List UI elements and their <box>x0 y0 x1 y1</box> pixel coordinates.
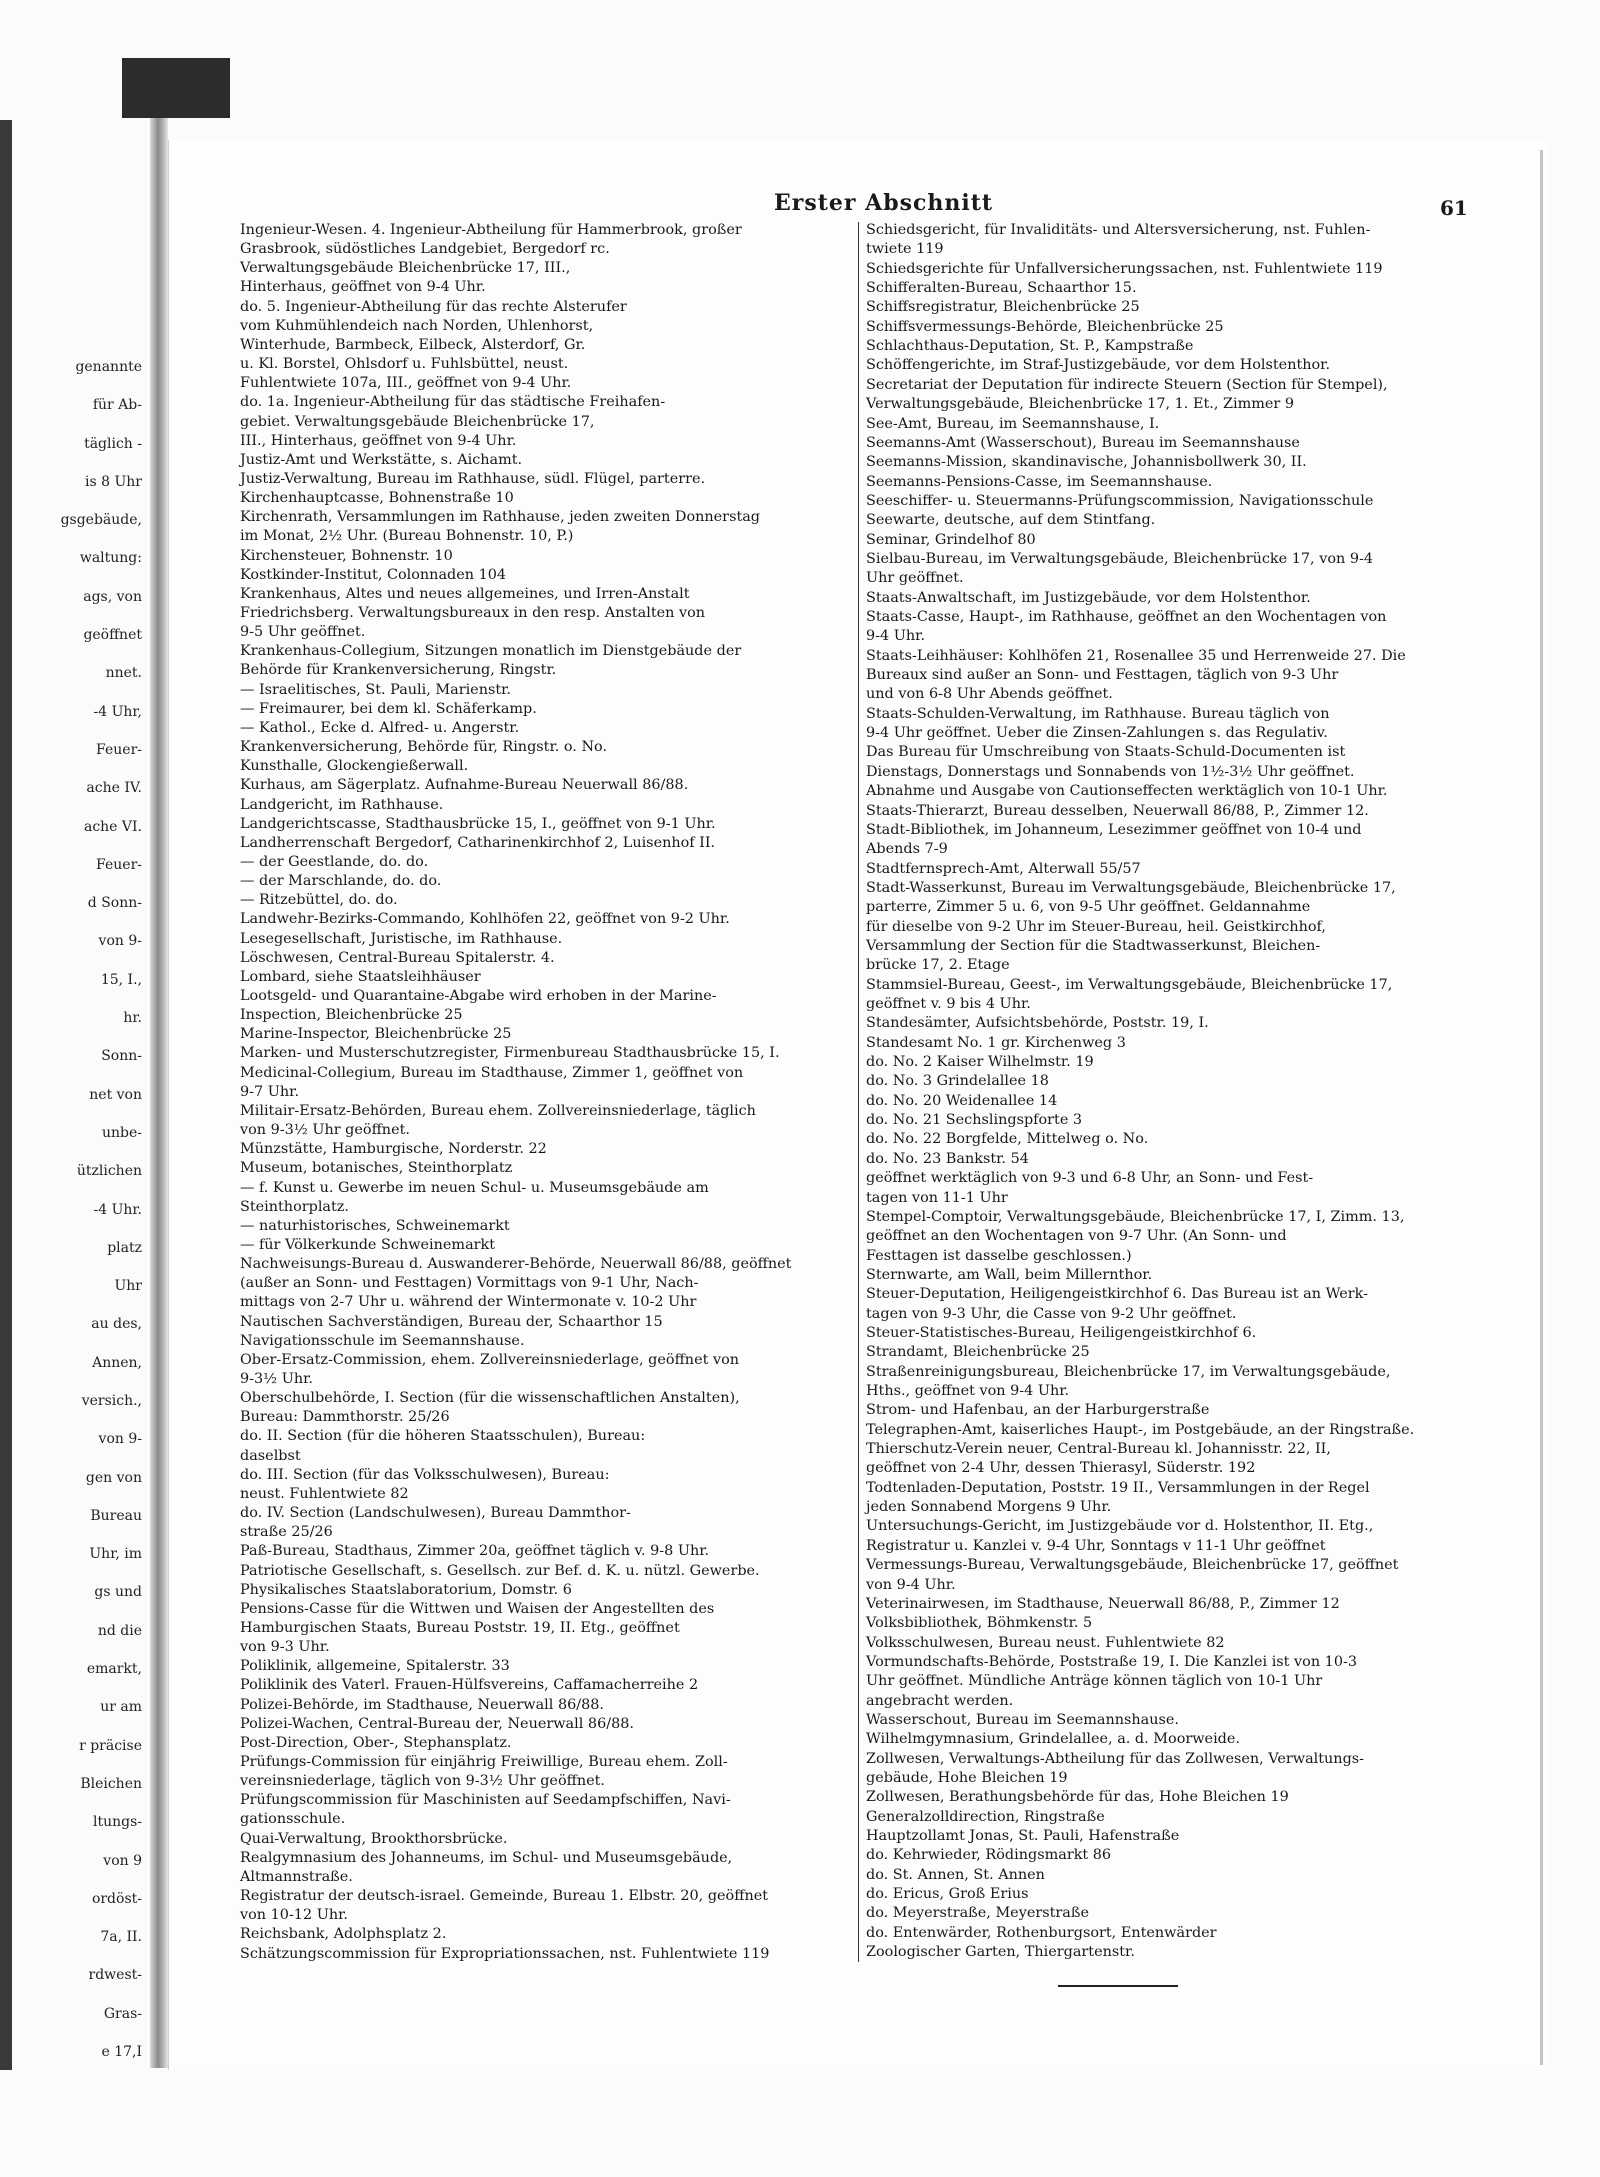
directory-entry-line: Sielbau-Bureau, im Verwaltungsgebäude, Bleichenbrücke 17, von 9-4 <box>866 550 1374 567</box>
directory-entry-line: von 9-3½ Uhr geöffnet. <box>240 1122 410 1139</box>
directory-entry-line: Telegraphen-Amt, kaiserliches Haupt-, im Postgebäude, an der Ringstraße. <box>866 1421 1415 1438</box>
previous-page-line: geöffnet <box>83 627 142 644</box>
directory-entry-line: Medicinal-Collegium, Bureau im Stadthause, Zimmer 1, geöffnet von <box>240 1064 744 1081</box>
directory-entry-line: — Ritzebüttel, do. do. <box>240 892 398 909</box>
directory-entry-line: Seemanns-Pensions-Casse, im Seemannshause. <box>866 473 1213 490</box>
directory-entry-line: Todtenladen-Deputation, Poststr. 19 II., Versammlungen in der Regel <box>866 1479 1370 1496</box>
directory-entry-line: Strandamt, Bleichenbrücke 25 <box>866 1344 1090 1361</box>
binding-bar <box>122 58 230 118</box>
directory-entry-line: Kirchenrath, Versammlungen im Rathhause, jeden zweiten Donnerstag <box>240 509 761 526</box>
directory-entry-line: do. II. Section (für die höheren Staatsschulen), Bureau: <box>240 1428 646 1445</box>
directory-entry-line: — der Geestlande, do. do. <box>240 853 429 870</box>
directory-entry-line: Volksschulwesen, Bureau neust. Fuhlentwiete 82 <box>866 1634 1225 1651</box>
directory-entry-line: Realgymnasium des Johanneums, im Schul- und Museumsgebäude, <box>240 1849 733 1866</box>
directory-entry-line: III., Hinterhaus, geöffnet von 9-4 Uhr. <box>240 432 517 449</box>
directory-entry-line: geöffnet werktäglich von 9-3 und 6-8 Uhr, an Sonn- und Fest- <box>866 1170 1314 1187</box>
directory-entry-line: (außer an Sonn- und Festtagen) Vormittags von 9-1 Uhr, Nach- <box>240 1275 699 1292</box>
directory-entry-line: gationsschule. <box>240 1811 346 1828</box>
previous-page-line: Gras- <box>103 2005 142 2022</box>
directory-entry-line: do. St. Annen, St. Annen <box>866 1866 1045 1883</box>
directory-entry-line: von 9-4 Uhr. <box>866 1576 956 1593</box>
directory-entry-line: Marken- und Musterschutzregister, Firmenbureau Stadthausbrücke 15, I. <box>240 1045 780 1062</box>
directory-entry-line: Secretariat der Deputation für indirecte Steuern (Section für Stempel), <box>866 376 1388 393</box>
directory-entry-line: Stadtfernsprech-Amt, Alterwall 55/57 <box>866 860 1141 877</box>
directory-entry-line: Paß-Bureau, Stadthaus, Zimmer 20a, geöffnet täglich v. 9-8 Uhr. <box>240 1543 710 1560</box>
directory-entry-line: Verwaltungsgebäude Bleichenbrücke 17, III., <box>240 260 571 277</box>
directory-entry-line: Reichsbank, Adolphsplatz 2. <box>240 1926 447 1943</box>
directory-entry-line: Kirchensteuer, Bohnenstr. 10 <box>240 547 453 564</box>
page-edge <box>1540 150 1543 2065</box>
directory-entry-line: von 10-12 Uhr. <box>240 1907 348 1924</box>
directory-entry-line: Physikalisches Staatslaboratorium, Domstr. 6 <box>240 1581 572 1598</box>
directory-entry-line: — Freimaurer, bei dem kl. Schäferkamp. <box>240 700 537 717</box>
directory-entry-line: Steinthorplatz. <box>240 1198 349 1215</box>
directory-entry-line: Kostkinder-Institut, Colonnaden 104 <box>240 566 507 583</box>
directory-entry-line: Schätzungscommission für Expropriationssachen, nst. Fuhlentwiete 119 <box>240 1945 770 1962</box>
previous-page-line: für Ab- <box>92 397 142 414</box>
directory-entry-line: do. III. Section (für das Volksschulwesen), Bureau: <box>240 1466 610 1483</box>
previous-page-line: 15, I., <box>100 971 142 988</box>
directory-entry-line: u. Kl. Borstel, Ohlsdorf u. Fuhlsbüttel, neust. <box>240 356 569 373</box>
directory-entry-line: Marine-Inspector, Bleichenbrücke 25 <box>240 1026 512 1043</box>
directory-entry-line: Prüfungs-Commission für einjährig Freiwillige, Bureau ehem. Zoll- <box>240 1754 728 1770</box>
directory-entry-line: Schifferalten-Bureau, Schaarthor 15. <box>866 280 1137 297</box>
directory-entry-line: Bureau: Dammthorstr. 25/26 <box>240 1409 450 1426</box>
directory-entry-line: gebäude, Hohe Bleichen 19 <box>866 1770 1068 1786</box>
previous-page-line: rdwest- <box>88 1967 142 1984</box>
directory-entry-line: geöffnet von 2-4 Uhr, dessen Thierasyl, Süderstr. 192 <box>866 1460 1256 1477</box>
running-head: Erster Abschnitt <box>774 190 994 216</box>
previous-page-line: unbe- <box>101 1124 142 1141</box>
directory-entry-line: Post-Direction, Ober-, Stephansplatz. <box>240 1734 512 1751</box>
directory-entry-line: Staats-Leihhäuser: Kohlhöfen 21, Rosenallee 35 und Herrenweide 27. Die <box>866 647 1406 664</box>
previous-page-line: ags, von <box>83 588 142 605</box>
directory-entry-line: Fuhlentwiete 107a, III., geöffnet von 9-4 Uhr. <box>240 375 572 392</box>
directory-entry-line: Lombard, siehe Staatsleihhäuser <box>240 968 481 985</box>
directory-entry-line: Hauptzollamt Jonas, St. Pauli, Hafenstraße <box>866 1828 1180 1845</box>
previous-page-line: nnet. <box>105 665 142 682</box>
previous-page-line: emarkt, <box>86 1661 142 1678</box>
previous-page-line: au des, <box>91 1316 142 1333</box>
directory-entry-line: do. Ericus, Groß Erius <box>866 1886 1029 1903</box>
directory-entry-line: Strom- und Hafenbau, an der Harburgerstraße <box>866 1402 1210 1419</box>
directory-entry-line: Zoologischer Garten, Thiergartenstr. <box>866 1944 1135 1961</box>
directory-entry-line: Zollwesen, Berathungsbehörde für das, Hohe Bleichen 19 <box>866 1789 1289 1806</box>
directory-entry-line: Staats-Casse, Haupt-, im Rathhause, geöffnet an den Wochentagen von <box>866 609 1387 625</box>
directory-entry-line: jeden Sonnabend Morgens 9 Uhr. <box>866 1499 1112 1516</box>
directory-entry-line: do. Entenwärder, Rothenburgsort, Entenwärder <box>866 1924 1217 1941</box>
directory-entry-line: — Kathol., Ecke d. Alfred- u. Angerstr. <box>240 719 520 736</box>
directory-entry-line: do. No. 23 Bankstr. 54 <box>866 1150 1029 1167</box>
directory-entry-line: Verwaltungsgebäude, Bleichenbrücke 17, 1. Et., Zimmer 9 <box>866 396 1294 413</box>
directory-entry-line: do. 5. Ingenieur-Abtheilung für das rechte Alsterufer <box>240 298 627 315</box>
previous-page-line: Bureau <box>90 1507 142 1524</box>
directory-entry-line: Straßenreinigungsbureau, Bleichenbrücke 17, im Verwaltungsgebäude, <box>866 1363 1391 1380</box>
directory-entry-line: Veterinairwesen, im Stadthause, Neuerwall 86/88, P., Zimmer 12 <box>866 1595 1340 1612</box>
directory-entry-line: do. 1a. Ingenieur-Abtheilung für das städtische Freihafen- <box>240 394 666 411</box>
directory-entry-line: Grasbrook, südöstliches Landgebiet, Bergedorf rc. <box>240 241 610 258</box>
directory-entry-line: Registratur der deutsch-israel. Gemeinde, Bureau 1. Elbstr. 20, geöffnet <box>240 1888 769 1905</box>
directory-entry-line: Uhr geöffnet. <box>866 570 964 587</box>
previous-page-line: is 8 Uhr <box>85 473 142 490</box>
directory-entry-line: Lesegesellschaft, Juristische, im Rathhause. <box>240 930 563 947</box>
directory-entry-line: Landherrenschaft Bergedorf, Catharinenkirchhof 2, Luisenhof II. <box>240 834 716 851</box>
directory-entry-line: do. Kehrwieder, Rödingsmarkt 86 <box>866 1847 1112 1864</box>
directory-entry-line: Poliklinik des Vaterl. Frauen-Hülfsvereins, Caffamacherreihe 2 <box>240 1677 699 1694</box>
previous-page-line: r präcise <box>79 1737 142 1754</box>
directory-entry-line: Stadt-Bibliothek, im Johanneum, Lesezimmer geöffnet von 10-4 und <box>866 821 1362 838</box>
book-spine <box>150 118 168 2068</box>
directory-entry-line: do. No. 22 Borgfelde, Mittelweg o. No. <box>866 1131 1149 1148</box>
directory-entry-line: Behörde für Krankenversicherung, Ringstr. <box>240 662 557 679</box>
previous-page-line: ordöst- <box>91 1890 142 1907</box>
directory-entry-line: für dieselbe von 9-2 Uhr im Steuer-Bureau, heil. Geistkirchhof, <box>866 918 1326 935</box>
directory-entry-line: Staats-Schulden-Verwaltung, im Rathhause. Bureau täglich von <box>866 705 1330 722</box>
directory-entry-line: Thierschutz-Verein neuer, Central-Bureau kl. Johannisstr. 22, II, <box>866 1441 1331 1458</box>
directory-entry-line: Schlachthaus-Deputation, St. P., Kampstraße <box>866 338 1194 355</box>
directory-entry-line: Justiz-Amt und Werkstätte, s. Aichamt. <box>240 451 523 468</box>
directory-entry-line: Seewarte, deutsche, auf dem Stintfang. <box>866 512 1156 529</box>
directory-entry-line: Oberschulbehörde, I. Section (für die wissenschaftlichen Anstalten), <box>240 1390 740 1407</box>
directory-entry-line: Vermessungs-Bureau, Verwaltungsgebäude, Bleichenbrücke 17, geöffnet <box>866 1557 1399 1574</box>
directory-entry-line: geöffnet v. 9 bis 4 Uhr. <box>866 996 1031 1012</box>
directory-entry-line: Abends 7-9 <box>866 841 948 858</box>
previous-page-line: von 9 <box>103 1852 142 1869</box>
directory-entry-line: im Monat, 2½ Uhr. (Bureau Bohnenstr. 10, P.) <box>240 528 574 545</box>
directory-entry-line: do. No. 3 Grindelallee 18 <box>866 1073 1049 1090</box>
directory-entry-line: Nautischen Sachverständigen, Bureau der, Schaarthor 15 <box>240 1313 663 1330</box>
previous-page-line: ützlichen <box>76 1163 142 1180</box>
directory-entry-line: Schiedsgerichte für Unfallversicherungssachen, nst. Fuhlentwiete 119 <box>866 260 1383 277</box>
directory-entry-line: Altmannstraße. <box>240 1868 353 1885</box>
directory-entry-line: Münzstätte, Hamburgische, Norderstr. 22 <box>240 1141 547 1158</box>
directory-entry-line: Volksbibliothek, Böhmkenstr. 5 <box>866 1615 1093 1632</box>
directory-entry-line: Hths., geöffnet von 9-4 Uhr. <box>866 1383 1070 1399</box>
directory-entry-line: Quai-Verwaltung, Brookthorsbrücke. <box>240 1830 508 1847</box>
directory-entry-line: Staats-Anwaltschaft, im Justizgebäude, vor dem Holstenthor. <box>866 589 1311 606</box>
directory-entry-line: Stempel-Comptoir, Verwaltungsgebäude, Bleichenbrücke 17, I, Zimm. 13, <box>866 1208 1405 1225</box>
directory-entry-line: do. Meyerstraße, Meyerstraße <box>866 1905 1089 1922</box>
directory-entry-line: mittags von 2-7 Uhr u. während der Wintermonate v. 10-2 Uhr <box>240 1294 697 1311</box>
previous-page-line: Uhr <box>114 1278 142 1295</box>
directory-entry-line: Seemanns-Amt (Wasserschout), Bureau im Seemannshause <box>866 434 1300 451</box>
directory-entry-line: Steuer-Deputation, Heiligengeistkirchhof 6. Das Bureau ist an Werk- <box>866 1286 1368 1303</box>
directory-entry-line: Standesämter, Aufsichtsbehörde, Poststr. 19, I. <box>866 1015 1209 1032</box>
directory-entry-line: Uhr geöffnet. Mündliche Anträge können täglich von 10-1 Uhr <box>866 1673 1323 1690</box>
directory-entry-line: gebiet. Verwaltungsgebäude Bleichenbrücke 17, <box>240 413 595 430</box>
directory-entry-line: Wasserschout, Bureau im Seemannshause. <box>866 1711 1179 1728</box>
directory-entry-line: angebracht werden. <box>866 1692 1014 1709</box>
column-divider <box>858 222 859 1962</box>
previous-page-line: genannte <box>75 359 142 375</box>
directory-entry-line: Hamburgischen Staats, Bureau Poststr. 19, II. Etg., geöffnet <box>240 1619 680 1636</box>
end-rule <box>1058 1985 1178 1987</box>
directory-entry-line: Standesamt No. 1 gr. Kirchenweg 3 <box>866 1034 1126 1051</box>
directory-entry-line: do. No. 21 Sechslingspforte 3 <box>866 1112 1083 1129</box>
directory-entry-line: Landgericht, im Rathhause. <box>240 796 444 813</box>
directory-entry-line: Polizei-Behörde, im Stadthause, Neuerwall 86/88. <box>240 1696 605 1713</box>
previous-page-line: gen von <box>85 1469 142 1486</box>
directory-entry-line: See-Amt, Bureau, im Seemannshause, I. <box>866 415 1160 432</box>
previous-page-line: Feuer- <box>96 741 142 758</box>
directory-entry-line: Seeschiffer- u. Steuermanns-Prüfungscommission, Navigationsschule <box>866 492 1374 509</box>
directory-entry-line: Generalzolldirection, Ringstraße <box>866 1808 1105 1825</box>
directory-entry-line: Nachweisungs-Bureau d. Auswanderer-Behörde, Neuerwall 86/88, geöffnet <box>240 1256 792 1273</box>
directory-entry-line: Inspection, Bleichenbrücke 25 <box>240 1007 463 1024</box>
directory-entry-line: 9-4 Uhr geöffnet. Ueber die Zinsen-Zahlungen s. das Regulativ. <box>866 725 1328 742</box>
directory-entry-line: Seminar, Grindelhof 80 <box>866 531 1036 548</box>
directory-entry-line: daselbst <box>240 1447 301 1464</box>
previous-page-line: Feuer- <box>96 856 142 873</box>
directory-entry-line: Stadt-Wasserkunst, Bureau im Verwaltungsgebäude, Bleichenbrücke 17, <box>866 879 1396 896</box>
directory-entry-line: Seemanns-Mission, skandinavische, Johannisbollwerk 30, II. <box>866 454 1307 471</box>
directory-entry-line: — Israelitisches, St. Pauli, Marienstr. <box>240 681 512 698</box>
directory-entry-line: Kirchenhauptcasse, Bohnenstraße 10 <box>240 490 514 507</box>
previous-page-line: von 9- <box>98 1431 142 1448</box>
directory-entry-line: Registratur u. Kanzlei v. 9-4 Uhr, Sonntags v 11-1 Uhr geöffnet <box>866 1537 1326 1554</box>
directory-entry-line: — naturhistorisches, Schweinemarkt <box>240 1217 510 1234</box>
directory-entry-line: Landgerichtscasse, Stadthausbrücke 15, I., geöffnet von 9-1 Uhr. <box>240 815 716 832</box>
directory-entry-line: — der Marschlande, do. do. <box>240 873 442 890</box>
directory-entry-line: Versammlung der Section für die Stadtwasserkunst, Bleichen- <box>866 937 1321 954</box>
previous-page-line: nd die <box>97 1622 142 1639</box>
previous-page-line: täglich - <box>84 435 142 452</box>
directory-entry-line: Prüfungscommission für Maschinisten auf Seedampfschiffen, Navi- <box>240 1792 731 1809</box>
directory-entry-line: 9-7 Uhr. <box>240 1083 300 1100</box>
directory-entry-line: Schiedsgericht, für Invaliditäts- und Altersversicherung, nst. Fuhlen- <box>866 222 1371 238</box>
directory-entry-line: 9-4 Uhr. <box>866 628 926 645</box>
directory-entry-line: Lootsgeld- und Quarantaine-Abgabe wird erhoben in der Marine- <box>240 988 717 1004</box>
previous-page-line: platz <box>107 1239 142 1256</box>
directory-entry-line: Kunsthalle, Glockengießerwall. <box>240 758 469 775</box>
previous-page-line: -4 Uhr, <box>93 703 142 720</box>
directory-entry-line: — für Völkerkunde Schweinemarkt <box>240 1236 496 1253</box>
directory-entry-line: do. IV. Section (Landschulwesen), Bureau Dammthor- <box>240 1505 631 1522</box>
directory-entry-line: und von 6-8 Uhr Abends geöffnet. <box>866 686 1113 703</box>
directory-entry-line: Friedrichsberg. Verwaltungsbureaux in den resp. Anstalten von <box>240 605 706 621</box>
page-number: 61 <box>1440 196 1468 220</box>
directory-entry-line: Landwehr-Bezirks-Commando, Kohlhöfen 22, geöffnet von 9-2 Uhr. <box>240 911 730 928</box>
directory-entry-line: Ingenieur-Wesen. 4. Ingenieur-Abtheilung für Hammerbrook, großer <box>240 222 742 238</box>
directory-entry-line: Pensions-Casse für die Wittwen und Waisen der Angestellten des <box>240 1600 715 1617</box>
directory-entry-line: Wilhelmgymnasium, Grindelallee, a. d. Moorweide. <box>866 1731 1240 1748</box>
directory-entry-line: do. No. 2 Kaiser Wilhelmstr. 19 <box>866 1054 1094 1071</box>
directory-entry-line: Sternwarte, am Wall, beim Millernthor. <box>866 1266 1153 1283</box>
directory-entry-line: Untersuchungs-Gericht, im Justizgebäude vor d. Holstenthor, II. Etg., <box>866 1518 1374 1535</box>
previous-page-line: net von <box>89 1086 142 1103</box>
directory-entry-line: Steuer-Statistisches-Bureau, Heiligengeistkirchhof 6. <box>866 1324 1257 1341</box>
directory-entry-line: Militair-Ersatz-Behörden, Bureau ehem. Zollvereinsniederlage, täglich <box>240 1102 756 1119</box>
previous-page-line: e 17,I <box>101 2044 142 2060</box>
directory-entry-line: 9-3½ Uhr. <box>240 1371 313 1387</box>
previous-page-line: ltungs- <box>92 1814 142 1831</box>
directory-entry-line: Krankenhaus-Collegium, Sitzungen monatlich im Dienstgebäude der <box>240 643 742 660</box>
directory-entry-line: 9-5 Uhr geöffnet. <box>240 624 366 641</box>
directory-entry-line: Schöffengerichte, im Straf-Justizgebäude, vor dem Holstenthor. <box>866 357 1331 374</box>
previous-page-line: ur am <box>100 1699 142 1716</box>
previous-page-line: gs und <box>94 1584 142 1601</box>
directory-entry-line: Patriotische Gesellschaft, s. Gesellsch. zur Bef. d. K. u. nützl. Gewerbe. <box>240 1562 760 1579</box>
directory-entry-line: tagen von 9-3 Uhr, die Casse von 9-2 Uhr geöffnet. <box>866 1305 1237 1322</box>
directory-entry-line: Stammsiel-Bureau, Geest-, im Verwaltungsgebäude, Bleichenbrücke 17, <box>866 976 1393 993</box>
previous-page-line: d Sonn- <box>87 895 142 912</box>
directory-entry-line: Museum, botanisches, Steinthorplatz <box>240 1160 513 1177</box>
directory-entry-line: Festtagen ist dasselbe geschlossen.) <box>866 1247 1132 1264</box>
directory-entry-line: Zollwesen, Verwaltungs-Abtheilung für das Zollwesen, Verwaltungs- <box>866 1750 1365 1767</box>
directory-entry-line: Poliklinik, allgemeine, Spitalerstr. 33 <box>240 1658 510 1675</box>
previous-page-line: gsgebäude, <box>60 512 142 529</box>
directory-entry-line: Navigationsschule im Seemannshause. <box>240 1332 525 1349</box>
directory-entry-line: tagen von 11-1 Uhr <box>866 1189 1008 1206</box>
directory-entry-line: vom Kuhmühlendeich nach Norden, Uhlenhorst, <box>240 317 594 334</box>
previous-page-line: versich., <box>81 1392 142 1409</box>
directory-entry-line: Winterhude, Barmbeck, Eilbeck, Alsterdorf, Gr. <box>240 336 586 353</box>
directory-entry-line: Staats-Thierarzt, Bureau desselben, Neuerwall 86/88, P., Zimmer 12. <box>866 802 1369 819</box>
directory-entry-line: Bureaux sind außer an Sonn- und Festtagen, täglich von 9-3 Uhr <box>866 667 1339 684</box>
directory-entry-line: vereinsniederlage, täglich von 9-3½ Uhr geöffnet. <box>240 1773 605 1790</box>
directory-entry-line: parterre, Zimmer 5 u. 6, von 9-5 Uhr geöffnet. Geldannahme <box>866 899 1311 916</box>
directory-entry-line: von 9-3 Uhr. <box>240 1639 330 1656</box>
previous-page-line: ache IV. <box>86 780 142 797</box>
previous-page-line: Bleichen <box>80 1775 142 1792</box>
directory-entry-line: Vormundschafts-Behörde, Poststraße 19, I. Die Kanzlei ist von 10-3 <box>866 1653 1358 1670</box>
previous-page-line: waltung: <box>79 550 142 567</box>
directory-entry-line: twiete 119 <box>866 241 944 258</box>
previous-page-line: von 9- <box>98 933 142 950</box>
previous-page-line: -4 Uhr. <box>93 1201 142 1218</box>
directory-entry-line: Schiffsregistratur, Bleichenbrücke 25 <box>866 299 1140 316</box>
previous-page-line: Sonn- <box>101 1048 142 1065</box>
directory-entry-line: geöffnet an den Wochentagen von 9-7 Uhr. (An Sonn- und <box>866 1228 1287 1245</box>
directory-entry-line: Dienstags, Donnerstags und Sonnabends von 1½-3½ Uhr geöffnet. <box>866 763 1355 780</box>
directory-entry-line: Hinterhaus, geöffnet von 9-4 Uhr. <box>240 279 486 296</box>
directory-entry-line: Schiffsvermessungs-Behörde, Bleichenbrücke 25 <box>866 318 1224 335</box>
directory-entry-line: neust. Fuhlentwiete 82 <box>240 1485 409 1502</box>
previous-page-line: Annen, <box>92 1354 142 1371</box>
directory-entry-line: — f. Kunst u. Gewerbe im neuen Schul- u. Museumsgebäude am <box>240 1179 709 1196</box>
previous-page-line: ache VI. <box>83 818 142 835</box>
directory-entry-line: Kurhaus, am Sägerplatz. Aufnahme-Bureau Neuerwall 86/88. <box>240 777 689 794</box>
previous-page-line: 7a, II. <box>100 1929 142 1946</box>
directory-entry-line: Polizei-Wachen, Central-Bureau der, Neuerwall 86/88. <box>240 1715 634 1732</box>
directory-entry-line: Krankenhaus, Altes und neues allgemeines, und Irren-Anstalt <box>240 585 690 602</box>
directory-entry-line: Krankenversicherung, Behörde für, Ringstr. o. No. <box>240 739 608 756</box>
directory-entry-line: Löschwesen, Central-Bureau Spitalerstr. 4. <box>240 949 555 966</box>
directory-entry-line: Das Bureau für Umschreibung von Staats-Schuld-Documenten ist <box>866 744 1346 761</box>
directory-entry-line: brücke 17, 2. Etage <box>866 957 1010 974</box>
directory-entry-line: Abnahme und Ausgabe von Cautionseffecten werktäglich von 10-1 Uhr. <box>866 783 1388 800</box>
previous-page-line: Uhr, im <box>89 1546 142 1563</box>
directory-entry-line: Justiz-Verwaltung, Bureau im Rathhause, südl. Flügel, parterre. <box>240 470 706 487</box>
directory-entry-line: straße 25/26 <box>240 1524 333 1541</box>
directory-entry-line: Ober-Ersatz-Commission, ehem. Zollvereinsniederlage, geöffnet von <box>240 1351 739 1368</box>
directory-entry-line: do. No. 20 Weidenallee 14 <box>866 1092 1058 1109</box>
previous-page-fragment <box>0 120 150 2070</box>
previous-page-line: hr. <box>123 1010 142 1027</box>
